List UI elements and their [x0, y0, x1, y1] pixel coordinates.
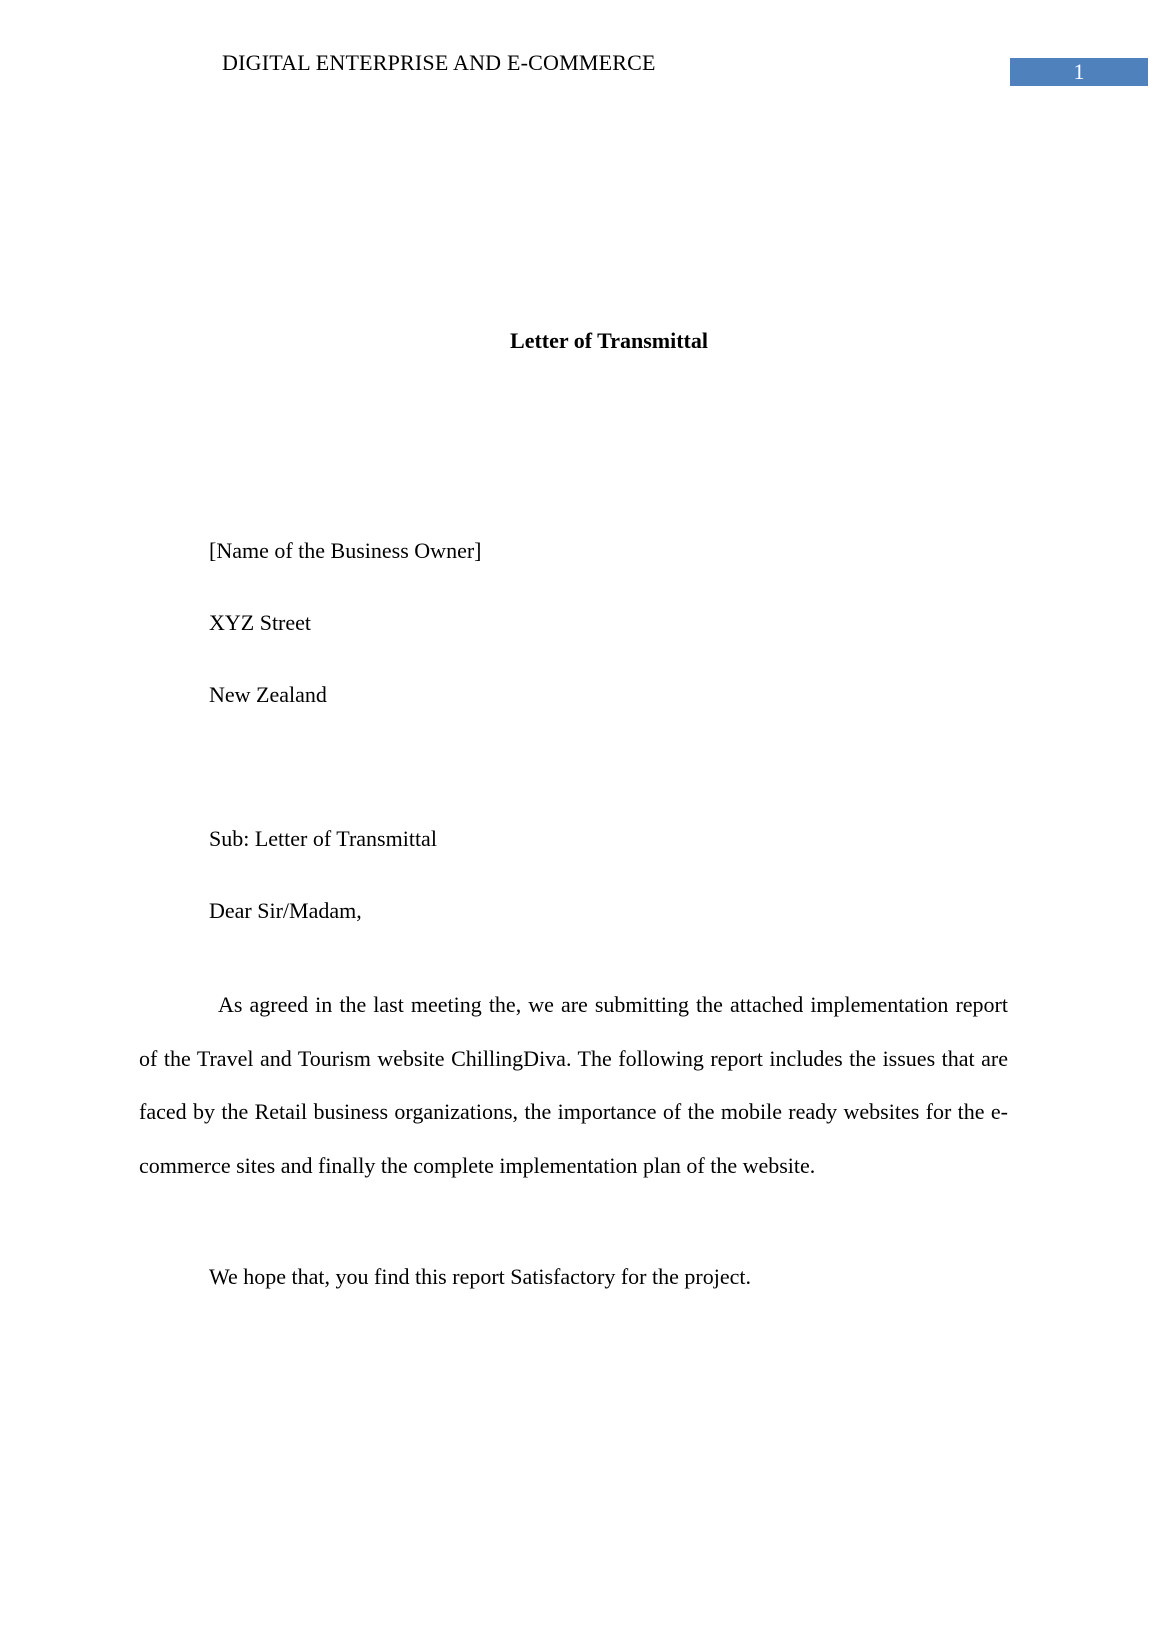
- recipient-street: XYZ Street: [209, 610, 312, 635]
- page-number-badge: [1010, 58, 1148, 86]
- running-head: DIGITAL ENTERPRISE AND E-COMMERCE: [222, 50, 656, 75]
- subject-line: Sub: Letter of Transmittal: [209, 826, 437, 851]
- recipient-name: [Name of the Business Owner]: [209, 538, 482, 563]
- body-paragraph: As agreed in the last meeting the, we are submitting the attached implementation report of the Travel and Tourism website ChillingDiva. The following report includes the issues that are faced by the Retail business organizations, the importance of the mobile ready websites for the e-commerce sites and finally the complete implementation plan of the website.: [139, 992, 1008, 1178]
- document-title: [0, 328, 1158, 354]
- recipient-country: New Zealand: [209, 682, 327, 707]
- page-number: 1: [1073, 59, 1085, 84]
- closing-line: We hope that, you find this report Satisfactory for the project.: [209, 1264, 751, 1289]
- salutation: Dear Sir/Madam,: [209, 898, 362, 923]
- document-title-text: Letter of Transmittal: [510, 328, 708, 353]
